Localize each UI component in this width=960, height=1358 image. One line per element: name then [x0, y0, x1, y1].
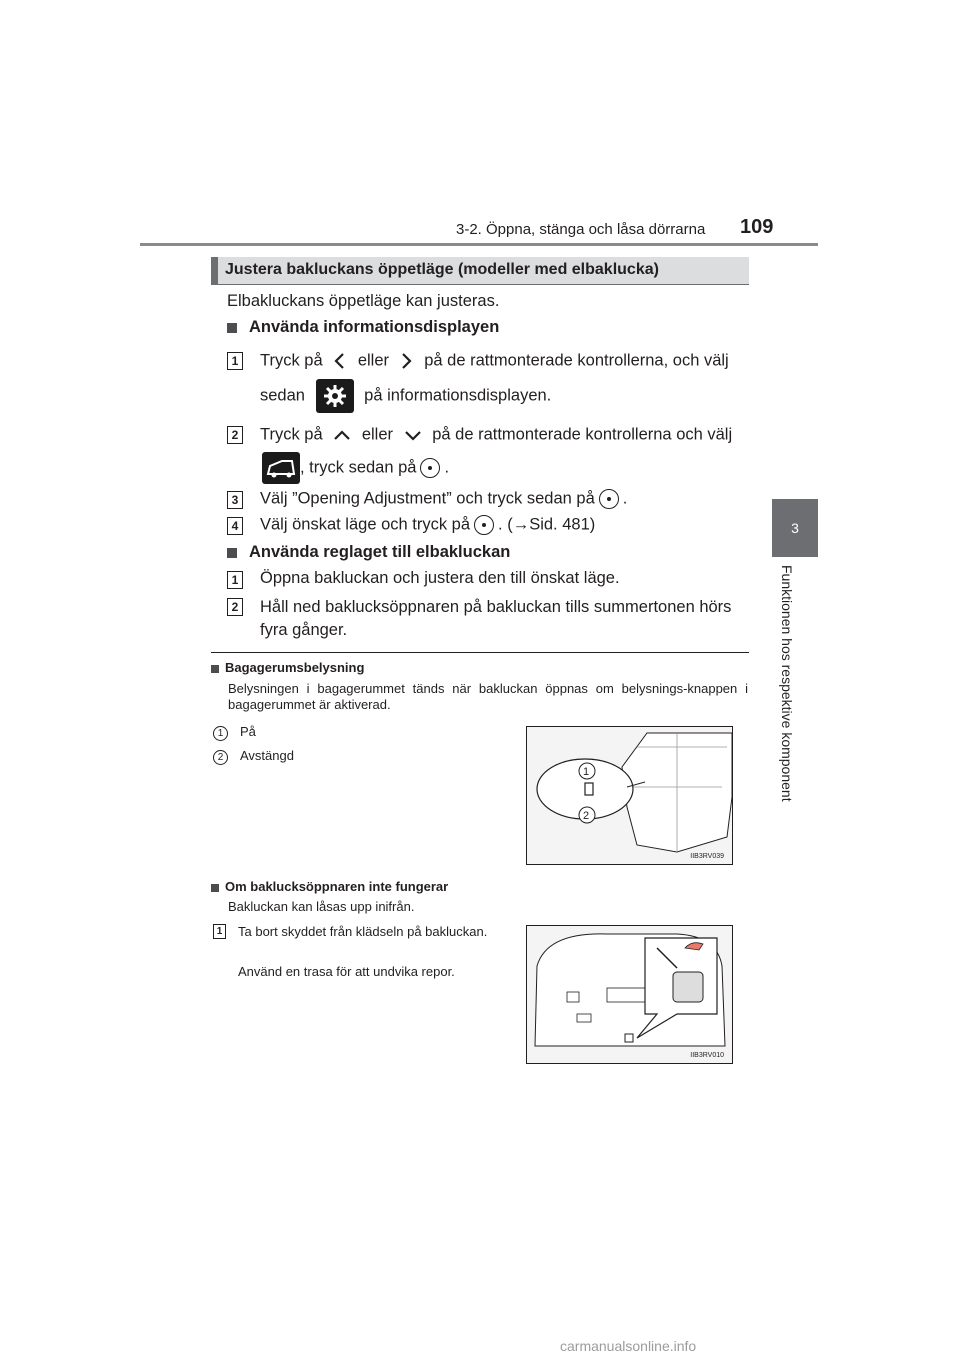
enter-button-icon — [420, 458, 440, 478]
vehicle-settings-icon — [262, 452, 300, 484]
section-accent — [211, 257, 218, 284]
note2-step-text: Ta bort skyddet från klädseln på bakluckan. — [238, 924, 488, 939]
note1-heading: Bagagerumsbelysning — [211, 660, 364, 675]
note1-body: Belysningen i bagagerummet tänds när bakluckan öppnas om belysnings-knappen i bagagerummet är aktiverad. — [228, 681, 748, 712]
tailgate-cover-figure — [526, 925, 733, 1064]
chevron-down-icon — [398, 425, 428, 445]
note2-heading: Om baklucksöppnaren inte fungerar — [211, 879, 448, 894]
chapter-side-label: Funktionen hos respektive komponent — [779, 565, 795, 802]
step1-line1: Tryck på eller på de rattmonterade kontrollerna, och välj — [260, 351, 729, 370]
step-number: 2 — [227, 426, 243, 444]
bullet-square-icon — [227, 548, 237, 558]
sub2-heading: Använda reglaget till elbakluckan — [227, 543, 510, 562]
header-rule — [140, 243, 818, 246]
cargo-light-figure — [526, 726, 733, 865]
figure-label: IIB3RV010 — [690, 1052, 724, 1059]
sub1-heading: Använda informationsdisplayen — [227, 318, 499, 337]
sub2-step2-text: Håll ned baklucksöppnaren på bakluckan tills summertonen hörs fyra gånger. — [260, 598, 732, 639]
step4-text: Välj önskat läge och tryck på . (→Sid. 481) — [260, 515, 596, 534]
step1-line2: sedan på informationsdisplayen. — [260, 379, 551, 413]
watermark: carmanualsonline.info — [560, 1338, 697, 1354]
running-header-section: 3-2. Öppna, stänga och låsa dörrarna — [456, 221, 706, 238]
bullet-square-icon — [211, 665, 219, 673]
note2-body: Bakluckan kan låsas upp inifrån. — [228, 899, 415, 914]
chevron-right-icon — [394, 351, 420, 371]
section-title: Justera bakluckans öppetläge (modeller med elbaklucka) — [225, 261, 659, 278]
intro-text: Elbakluckans öppetläge kan justeras. — [227, 292, 500, 310]
sub2-step1-text: Öppna bakluckan och justera den till önskat läge. — [260, 569, 620, 587]
enter-button-icon — [599, 489, 619, 509]
step2-line1: Tryck på eller på de rattmonterade kontrollerna och välj — [260, 425, 733, 444]
step-number: 3 — [227, 491, 243, 509]
step-number: 4 — [227, 517, 243, 535]
chapter-tab: 3 — [772, 499, 818, 557]
step3-text: Välj ”Opening Adjustment” och tryck sedan på . — [260, 489, 628, 508]
note1-item-2: 2 Avstängd — [213, 748, 294, 765]
bullet-square-icon — [211, 884, 219, 892]
settings-gear-icon — [316, 379, 354, 413]
step-number: 1 — [227, 571, 243, 589]
svg-text:2: 2 — [583, 810, 590, 822]
chevron-left-icon — [327, 351, 353, 371]
step-number: 1 — [213, 924, 226, 939]
enter-button-icon — [474, 515, 494, 535]
step2-line2: , tryck sedan på . — [262, 452, 449, 484]
figure-label: IIB3RV039 — [690, 853, 724, 860]
step-number: 1 — [227, 352, 243, 370]
section-heading-bar — [211, 257, 749, 284]
section-underline — [211, 284, 749, 285]
note2-step-sub: Använd en trasa för att undvika repor. — [238, 964, 455, 979]
page-number: 109 — [740, 216, 774, 238]
note1-item-1: 1 På — [213, 724, 256, 741]
svg-text:1: 1 — [583, 766, 590, 778]
notes-divider — [211, 652, 749, 653]
step-number: 2 — [227, 598, 243, 616]
chevron-up-icon — [327, 425, 357, 445]
bullet-square-icon — [227, 323, 237, 333]
